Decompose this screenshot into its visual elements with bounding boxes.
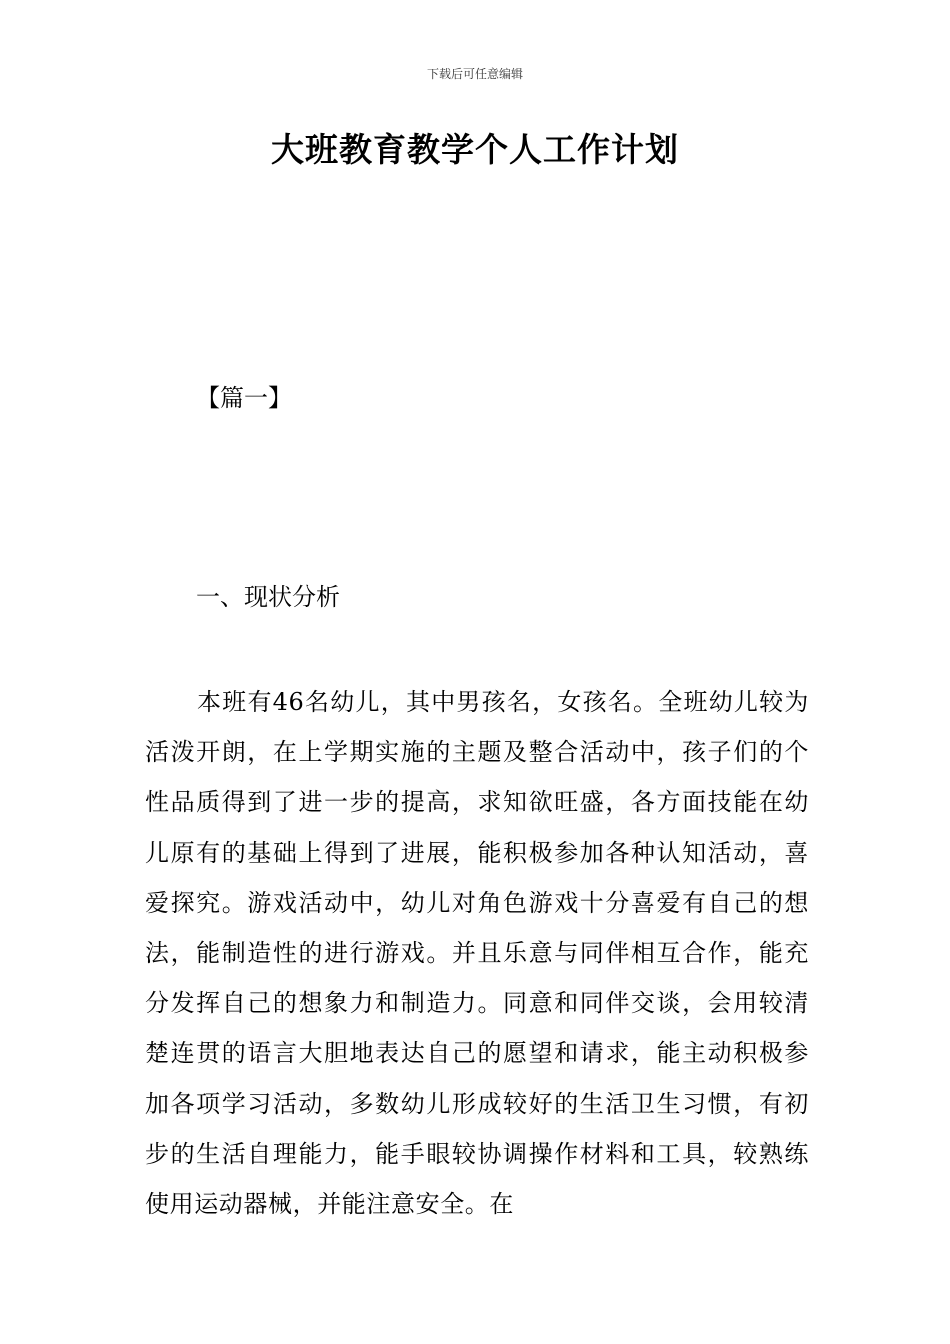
document-title: 大班教育教学个人工作计划 bbox=[271, 130, 679, 169]
body-paragraph: 本班有46名幼儿，其中男孩名，女孩名。全班幼儿较为活泼开朗，在上学期实施的主题及整合活动中，孩子们的个性品质得到了进一步的提高，求知欲旺盛，各方面技能在幼儿原有的基础上得到了进展，能积极参加各种认知活动，喜爱探究。游戏活动中，幼儿对角色游戏十分喜爱有自己的想法，能制造性的进行游戏。并且乐意与同伴相互合作，能充分发挥自己的想象力和制造力。同意和同伴交谈，会用较清楚连贯的语言大胆地表达自己的愿望和请求，能主动积极参加各项学习活动，多数幼儿形成较好的生活卫生习惯，有初步的生活自理能力，能手眼较协调操作材料和工具，较熟练使用运动器械，并能注意安全。在 bbox=[145, 688, 809, 1219]
header-note: 下载后可任意编辑 bbox=[426, 67, 523, 81]
section-heading: 一、现状分析 bbox=[196, 583, 340, 611]
section-tag: 【篇一】 bbox=[196, 384, 292, 412]
